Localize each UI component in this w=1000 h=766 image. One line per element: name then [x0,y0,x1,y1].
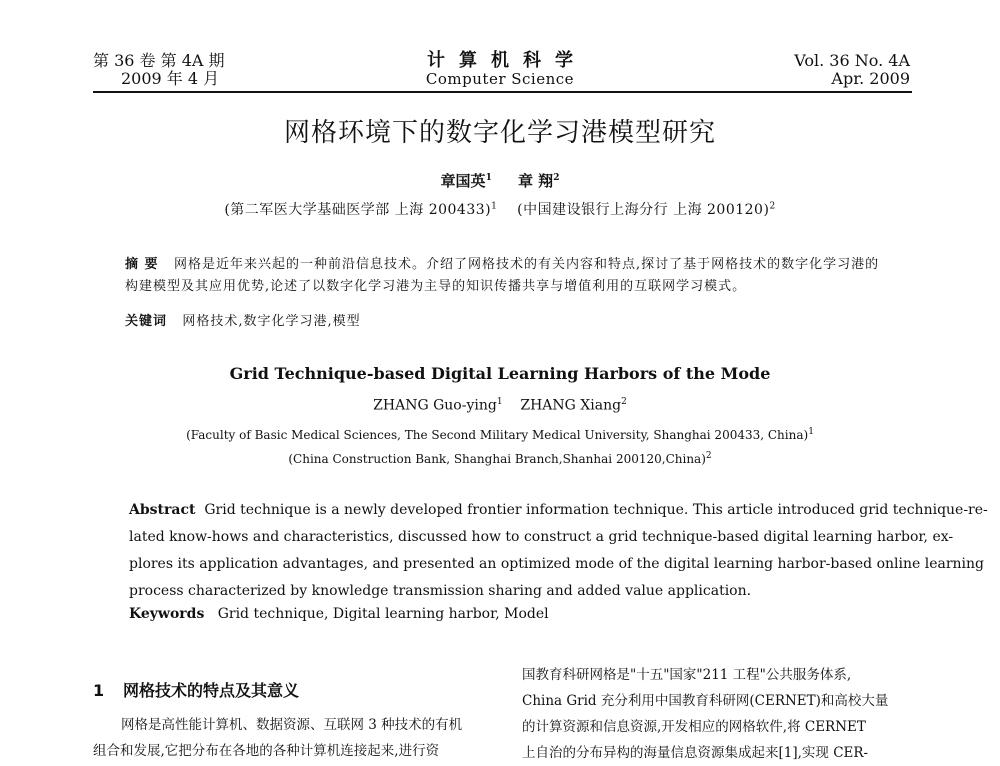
author-affiliation-mark: 1 [496,397,503,407]
abstract-cn [125,254,885,298]
abstract-text: 网格是近年来兴起的一种前沿信息技术。介绍了网格技术的有关内容和特点,探讨了基于网格技术的数字化学习港的构建模型及其应用优势,论述了以数字化学习港为主导的知识传播共享与增值利用的互联网学习模式。 [125,257,880,294]
body-column-right [522,662,914,766]
section-title: 网格技术的特点及其意义 [123,681,300,700]
keywords-label: 关键词 [125,314,168,329]
body-line: 网格是高性能计算机、数据资源、互联网 3 种技术的有机 [121,717,463,733]
body-line: 的计算资源和信息资源,开发相应的网格软件,将 CERNET [522,719,866,735]
abstract-en [129,497,988,605]
paper-title-en: Grid Technique-based Digital Learning Harbors of the Mode [229,364,771,383]
keywords-text: 网格技术,数字化学习港,模型 [182,314,361,329]
volume-issue-en: Vol. 36 No. 4A [794,51,910,70]
abstract-en-line: process characterized by knowledge transmission sharing and added value application. [129,583,752,599]
author-name: 章国英 [440,172,486,190]
author-affiliation-mark: 1 [485,173,492,183]
affiliation-en [0,451,1000,466]
affiliations [0,199,1000,219]
affiliation: (第二军医大学基础医学部 上海 200433) [224,202,492,218]
keywords-text-en: Grid technique, Digital learning harbor, Model [217,606,549,622]
author-list [0,170,1000,191]
author-affiliation-mark: 2 [621,397,627,407]
abstract-en-line [129,497,988,524]
abstract-en-text: Grid technique is a newly developed frontier information technique. This article introduced grid technique-re- [204,502,988,518]
author-name-en: ZHANG Xiang [520,397,622,414]
paper-title: 网格环境下的数字化学习港模型研究 [283,118,716,148]
author-list-en [0,397,1000,414]
publication-date-en: Apr. 2009 [831,69,910,88]
affiliation: (中国建设银行上海分行 上海 200120) [517,202,770,218]
volume-issue: 第 36 卷 第 4A 期 [93,51,225,70]
keywords-cn [125,310,361,329]
author-name-en: ZHANG Guo-ying [373,397,497,414]
abstract-en-line: plores its application advantages, and presented an optimized mode of the digital learning harbor-based online learning [129,556,985,572]
affiliation-text-en: (Faculty of Basic Medical Sciences, The Second Military Medical University, Shanghai 200433, China) [186,428,809,442]
journal-name-en: Computer Science [425,70,575,88]
affiliation-mark: 1 [808,427,814,437]
author-name: 章 翔 [517,172,554,190]
body-line: 组合和发展,它把分布在各地的各种计算机连接起来,进行资 [93,743,440,759]
publication-date-cn: 2009 年 4 月 [121,69,220,88]
body-line: China Grid 充分利用中国教育科研网(CERNET)和高校大量 [522,693,889,709]
author-affiliation-mark: 2 [553,173,560,183]
affiliation-mark: 1 [491,201,498,212]
affiliation-mark: 2 [705,451,712,461]
affiliation-en [0,427,1000,442]
keywords-en [129,606,549,622]
journal-volume-info-en [794,52,910,88]
header-rule [93,91,912,93]
keywords-label-en: Keywords [129,606,205,622]
body-column-left [93,712,498,764]
abstract-label: 摘 要 [125,257,159,272]
journal-name-cn: 计算机科学 [427,50,587,71]
abstract-label-en: Abstract [129,502,196,518]
abstract-en-line: lated know-hows and characteristics, discussed how to construct a grid technique-based digital learning harbor, ex- [129,529,954,545]
affiliation-text-en: (China Construction Bank, Shanghai Branch,Shanhai 200120,China) [288,452,706,466]
affiliation-mark: 2 [769,201,776,212]
body-line: 上自治的分布异构的海量信息资源集成起来[1],实现 CER- [522,745,869,761]
section-heading [93,678,299,701]
body-line: 国教育科研网格是"十五"国家"211 工程"公共服务体系, [522,667,852,683]
section-number: 1 [93,681,105,700]
